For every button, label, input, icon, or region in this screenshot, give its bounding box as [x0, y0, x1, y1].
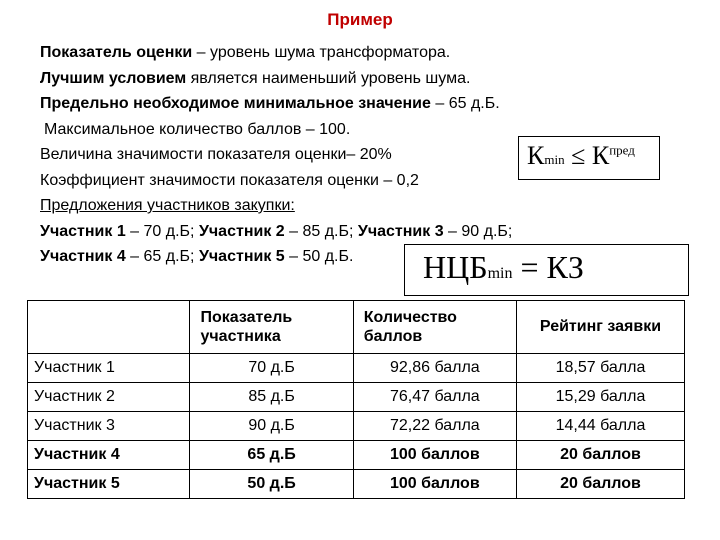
- cell-points: 72,22 балла: [353, 412, 516, 441]
- table-row: [28, 441, 685, 470]
- line-best-condition-rest: является наименьший уровень шума.: [186, 69, 471, 87]
- formula-ncb-lhs: НЦБ: [423, 249, 488, 285]
- cell-points: 92,86 балла: [353, 354, 516, 383]
- cell-points: 100 баллов: [353, 441, 516, 470]
- header-cell-points: Количество баллов: [353, 301, 516, 354]
- participant-4-label: Участник 4: [40, 248, 126, 265]
- line-indicator: [40, 40, 680, 66]
- formula-ncb-expression: [423, 249, 584, 286]
- participant-2-value: – 85 д.Б;: [284, 222, 358, 240]
- line-indicator-bold: Показатель оценки: [40, 44, 193, 61]
- line-limit-value-bold: Предельно необходимое минимальное значение: [40, 95, 431, 112]
- cell-indicator-value: 65 д.Б: [190, 441, 353, 470]
- participant-3-value: – 90 д.Б;: [443, 222, 513, 240]
- cell-indicator-value: 70 д.Б: [190, 354, 353, 383]
- cell-points: 76,47 балла: [353, 383, 516, 412]
- cell-rating: 20 баллов: [516, 470, 684, 499]
- cell-indicator-value: 50 д.Б: [190, 470, 353, 499]
- line-significance: Величина значимости показателя оценки– 20%: [40, 146, 392, 163]
- table-header-row: [28, 301, 685, 354]
- participant-2-label: Участник 2: [198, 222, 285, 240]
- participant-5-value: – 50 д.Б.: [284, 248, 354, 265]
- cell-rating: 15,29 балла: [516, 383, 684, 412]
- formula-kmin-operator: ≤: [571, 141, 586, 170]
- formula-kmin-lhs-sub: min: [544, 152, 565, 167]
- cell-participant: Участник 1: [28, 354, 190, 383]
- cell-rating: 18,57 балла: [516, 354, 684, 383]
- line-best-condition-bold: Лучшим условием: [40, 69, 187, 87]
- formula-ncb-lhs-sub: min: [487, 265, 513, 282]
- table-row: [28, 470, 685, 499]
- participant-5-label: Участник 5: [198, 248, 285, 265]
- participant-3-label: Участник 3: [357, 222, 444, 240]
- table-row: [28, 383, 685, 412]
- cell-participant: Участник 2: [28, 383, 190, 412]
- line-indicator-rest: – уровень шума трансформатора.: [192, 44, 451, 61]
- participant-1-value: – 70 д.Б;: [125, 222, 199, 240]
- table-row: [28, 412, 685, 441]
- cell-participant: Участник 3: [28, 412, 190, 441]
- results-table: [27, 300, 685, 499]
- formula-kmin-lhs: К: [527, 141, 545, 170]
- cell-participant: Участник 4: [28, 441, 190, 470]
- cell-rating: 20 баллов: [516, 441, 684, 470]
- line-limit-value-rest: – 65 д.Б.: [430, 95, 500, 112]
- line-best-condition: [40, 66, 680, 92]
- formula-ncb-rhs: КЗ: [546, 249, 584, 285]
- table-row: [28, 354, 685, 383]
- header-cell-indicator: Показатель участника: [190, 301, 353, 354]
- formula-ncb-operator: =: [520, 249, 539, 285]
- slide-title: Пример: [327, 10, 393, 29]
- formula-kmin-expression: [527, 141, 635, 171]
- participant-1-label: Участник 1: [40, 222, 126, 240]
- cell-indicator-value: 85 д.Б: [190, 383, 353, 412]
- cell-rating: 14,44 балла: [516, 412, 684, 441]
- participant-4-value: – 65 д.Б;: [125, 248, 199, 265]
- line-coefficient: Коэффициент значимости показателя оценки – 0,2: [40, 171, 419, 189]
- line-limit-value: [40, 91, 680, 117]
- header-cell-empty: [28, 301, 190, 354]
- line-participants-1-3: [40, 219, 680, 245]
- cell-indicator-value: 90 д.Б: [190, 412, 353, 441]
- cell-points: 100 баллов: [353, 470, 516, 499]
- formula-kmin-rhs: К: [591, 141, 610, 170]
- cell-participant: Участник 5: [28, 470, 190, 499]
- line-max-points: Максимальное количество баллов – 100.: [44, 120, 351, 138]
- formula-kmin-rhs-sup: пред: [609, 142, 635, 158]
- header-cell-rating: Рейтинг заявки: [516, 301, 684, 354]
- formula-kmin: [518, 136, 660, 180]
- line-proposals-heading: Предложения участников закупки:: [40, 197, 295, 214]
- formula-ncb: [404, 244, 689, 296]
